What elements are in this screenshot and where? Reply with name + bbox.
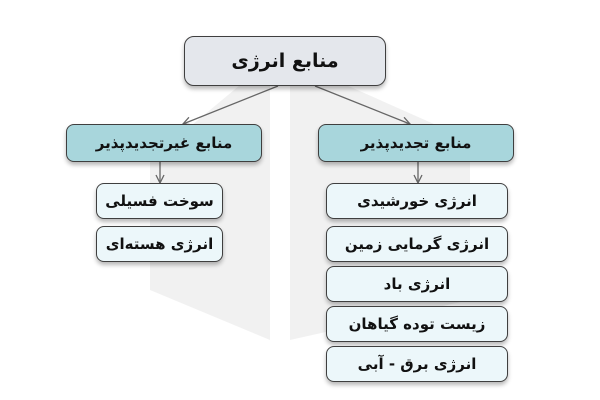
leaf-wind [326, 266, 508, 302]
leaf-hydro [326, 346, 508, 382]
leaf-label: انرژی هسته‌ای [105, 235, 214, 253]
leaf-label: سوخت فسیلی [105, 192, 214, 210]
leaf-label: انرژی برق - آبی [357, 355, 477, 373]
leaf-fossil-fuel [96, 183, 223, 219]
leaf-label: انرژی گرمایی زمین [344, 235, 490, 253]
connector-root-renewable [315, 86, 410, 124]
category-renewable-label: منابع تجدیدپذیر [360, 134, 472, 152]
root-node-label: منابع انرژی [231, 50, 339, 72]
leaf-label: انرژی باد [383, 275, 451, 293]
leaf-label: انرژی خورشیدی [357, 192, 477, 210]
root-node [184, 36, 386, 86]
category-nonrenewable [66, 124, 262, 162]
category-nonrenewable-label: منابع غیرتجدیدپذیر [95, 134, 233, 152]
leaf-biomass [326, 306, 508, 342]
leaf-solar [326, 183, 508, 219]
leaf-nuclear [96, 226, 223, 262]
leaf-label: زیست توده گیاهان [348, 315, 486, 333]
category-renewable [318, 124, 514, 162]
connector-root-nonrenewable [183, 86, 278, 124]
leaf-geothermal [326, 226, 508, 262]
